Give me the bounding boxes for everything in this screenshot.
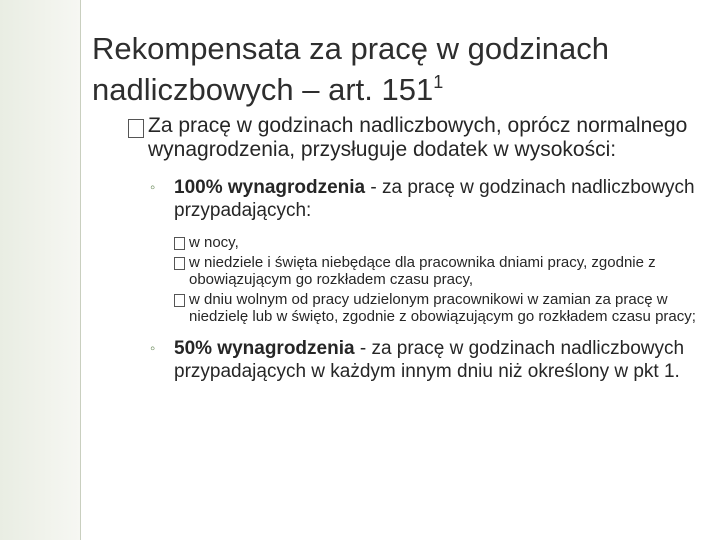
missing-glyph-icon	[174, 237, 185, 250]
ring-bullet-icon: ◦	[150, 179, 156, 196]
left-divider-line	[80, 0, 81, 540]
item-2-bold: 50% wynagrodzenia	[174, 338, 355, 359]
slide-title	[92, 28, 702, 110]
subitem-text: w nocy,	[189, 234, 239, 251]
intro-text: Za pracę w godzinach nadliczbowych, oprócz normalnego wynagrodzenia, przysługuje dodatek w wysokości:	[148, 114, 688, 161]
missing-glyph-icon	[174, 294, 185, 307]
subitem-text: w niedziele i święta niebędące dla pracownika dniami pracy, zgodnie z obowiązującym go rozkładem czasu pracy,	[189, 254, 656, 288]
subitem-list	[128, 234, 698, 325]
subitem-text: w dniu wolnym od pracy udzielonym pracownikowi w zamian za pracę w niedzielę lub w święto, zgodnie z obowiązującym go rozkładem czasu pracy;	[189, 291, 696, 325]
title-text: Rekompensata za pracę w godzinach nadliczbowych – art. 151	[92, 31, 609, 107]
subitem-night	[174, 234, 698, 251]
bullet-100-percent	[148, 176, 698, 222]
bullet-50-percent	[148, 337, 698, 383]
item-2-text: - za pracę w godzinach nadliczbowych przypadających w każdym innym dniu niż określony w pkt 1.	[174, 338, 685, 382]
left-decorative-band	[0, 0, 80, 540]
slide-body	[128, 114, 698, 383]
missing-glyph-icon	[174, 257, 185, 270]
subitem-sundays-holidays	[174, 254, 698, 288]
bullet-intro	[128, 114, 698, 162]
item-1-bold: 100% wynagrodzenia	[174, 177, 366, 198]
title-superscript: 1	[433, 72, 444, 92]
ring-bullet-icon: ◦	[150, 340, 156, 357]
subitem-day-off	[174, 291, 698, 325]
missing-glyph-icon	[128, 119, 144, 138]
item-1-text: - za pracę w godzinach nadliczbowych przypadających:	[174, 177, 695, 221]
